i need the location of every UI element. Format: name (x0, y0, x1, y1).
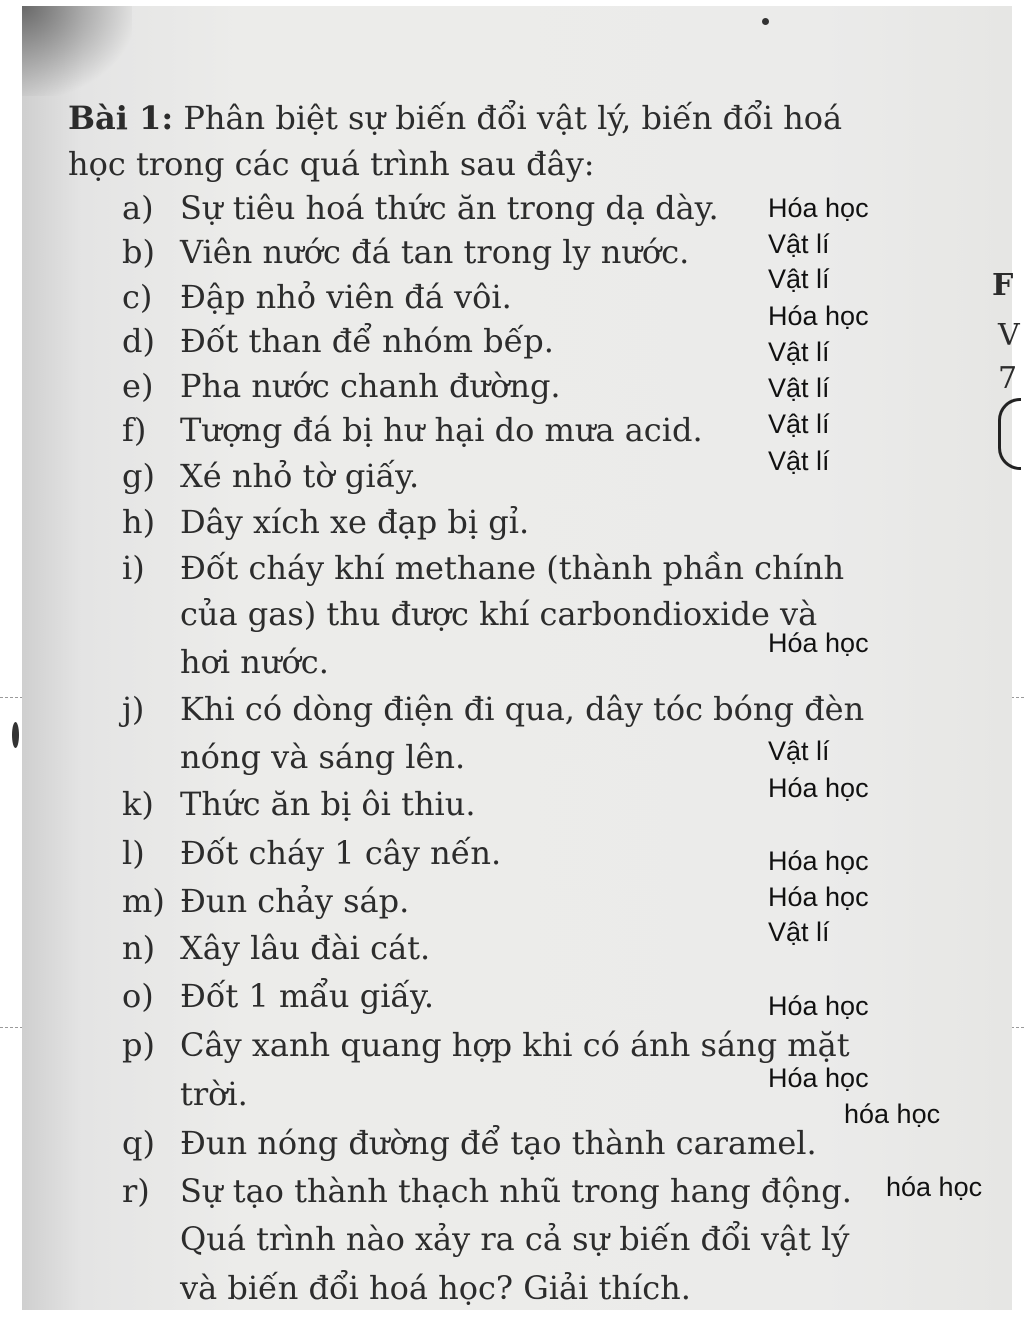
ink-dot (762, 18, 769, 25)
list-item: n) Xây lâu đài cát. (122, 929, 431, 967)
answer-label: Vật lí (768, 446, 830, 476)
exercise-number: Bài 1: (68, 99, 174, 137)
list-item: c) Đập nhỏ viên đá vôi. (122, 278, 512, 316)
answer-label: Hóa học (768, 882, 869, 912)
answer-label: Vật lí (768, 229, 830, 259)
answer-label: Vật lí (768, 337, 830, 367)
list-item: p) Cây xanh quang hợp khi có ánh sáng mặt (122, 1026, 850, 1064)
list-item: r) Sự tạo thành thạch nhũ trong hang động. (122, 1172, 852, 1210)
answer-label: hóa học (886, 1172, 983, 1202)
list-item: h) Dây xích xe đạp bị gỉ. (122, 503, 530, 541)
answer-label: Hóa học (768, 846, 869, 876)
list-item: q) Đun nóng đường để tạo thành caramel. (122, 1124, 817, 1162)
edge-letter: 7 (998, 361, 1018, 396)
answer-label: Vật lí (768, 264, 830, 294)
edge-letter: F (992, 268, 1014, 303)
answer-label: Hóa học (768, 628, 869, 658)
list-item-cont: Quá trình nào xảy ra cả sự biến đổi vật lý (180, 1220, 850, 1258)
list-item: g) Xé nhỏ tờ giấy. (122, 457, 420, 495)
answer-label: Hóa học (768, 301, 869, 331)
list-item: d) Đốt than để nhóm bếp. (122, 322, 554, 360)
list-item: m) Đun chảy sáp. (122, 882, 410, 920)
answer-label: Vật lí (768, 917, 830, 947)
answer-label: Hóa học (768, 1063, 869, 1093)
exercise-prompt-cont: học trong các quá trình sau đây: (68, 145, 595, 183)
photo-shadow (22, 6, 132, 96)
answer-label: Hóa học (768, 193, 869, 223)
answer-label: hóa học (844, 1099, 941, 1129)
list-item: f) Tượng đá bị hư hại do mưa acid. (122, 411, 703, 449)
list-item-cont: của gas) thu được khí carbondioxide và (180, 595, 818, 633)
list-item: o) Đốt 1 mẩu giấy. (122, 977, 435, 1015)
list-item: l) Đốt cháy 1 cây nến. (122, 834, 502, 872)
edge-letter: V (998, 318, 1020, 353)
list-item: i) Đốt cháy khí methane (thành phần chính (122, 549, 845, 587)
list-item-cont: hơi nước. (180, 643, 329, 681)
list-item: j) Khi có dòng điện đi qua, dây tóc bóng đèn (122, 690, 865, 728)
exercise-prompt: Phân biệt sự biến đổi vật lý, biến đổi hoá (173, 99, 843, 137)
exercise-title (68, 98, 842, 138)
list-item-cont: nóng và sáng lên. (180, 738, 466, 776)
edge-bracket (998, 398, 1021, 470)
answer-label: Vật lí (768, 736, 830, 766)
margin-mark (12, 722, 19, 748)
list-item: k) Thức ăn bị ôi thiu. (122, 785, 476, 823)
list-item: e) Pha nước chanh đường. (122, 367, 561, 405)
answer-label: Vật lí (768, 373, 830, 403)
list-item-cont: và biến đổi hoá học? Giải thích. (180, 1269, 691, 1307)
list-item: a) Sự tiêu hoá thức ăn trong dạ dày. (122, 189, 719, 227)
answer-label: Hóa học (768, 773, 869, 803)
list-item-cont: trời. (180, 1075, 248, 1113)
answer-label: Vật lí (768, 409, 830, 439)
list-item: b) Viên nước đá tan trong ly nước. (122, 233, 690, 271)
answer-label: Hóa học (768, 991, 869, 1021)
